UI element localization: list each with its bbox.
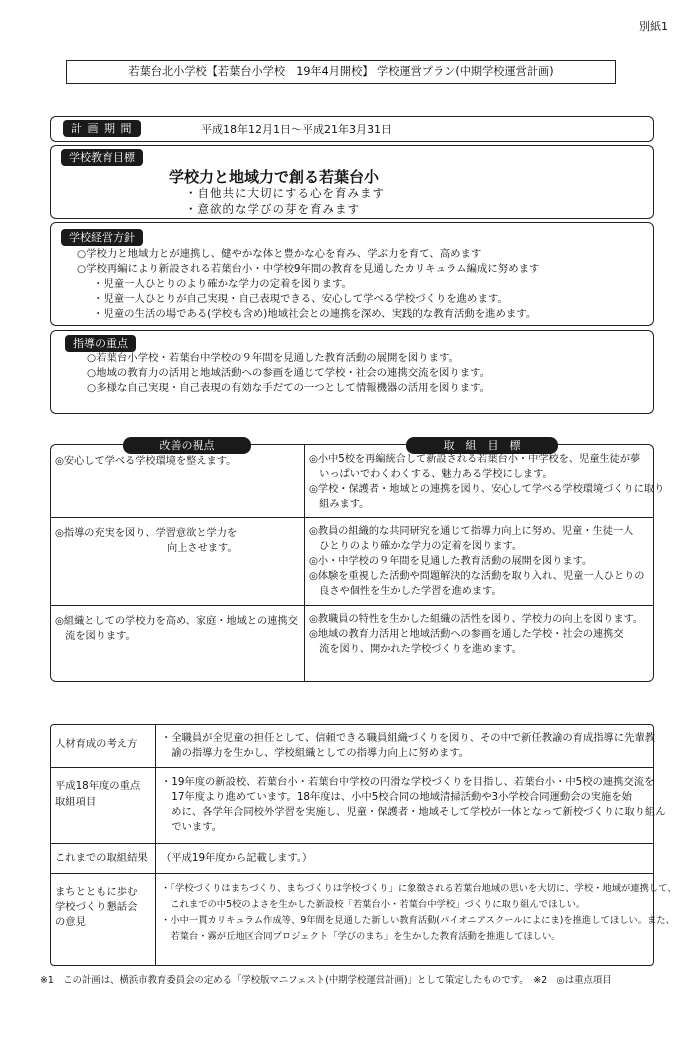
- improve-right-text: いっぱいでわくわくする、魅力ある学校にします。: [309, 469, 553, 480]
- improve-left-text: 流を図ります。: [55, 631, 136, 642]
- improve-right-text: 良さや個性を生かした学習を進めます。: [309, 586, 502, 597]
- footnote: ※1 この計画は、横浜市教育委員会の定める「学校版マニフェスト(中期学校運営計画)」として策定したものです。 ※2 ◎は重点項目: [40, 975, 612, 986]
- school-goal-box: [50, 145, 654, 219]
- improve-right-text: ◎学校・保護者・地域との連携を図り、安心して学べる学校環境づくりに取り: [309, 484, 665, 495]
- period-value: 平成18年12月1日～平成21年3月31日: [201, 123, 392, 136]
- improve-right-text: ◎教職員の特性を生かした組織の活性を図り、学校力の向上を図ります。: [309, 614, 644, 625]
- annex-label: 別紙1: [639, 20, 668, 33]
- period-box: [50, 116, 654, 142]
- management-policy-box: [50, 222, 654, 326]
- focus-label: 指導の重点: [65, 335, 136, 352]
- goal-sub-2: ・意欲的な学びの芽を育みます: [185, 202, 360, 216]
- row-head: の意見: [55, 916, 86, 928]
- improve-right-header: 取 組 目 標: [406, 437, 558, 454]
- row-body: ・19年度の新設校、若葉台小・若葉台中学校の円滑な学校づくりを目指し、若葉台小・中5校の連携交流を: [161, 776, 655, 788]
- policy-line: ・児童の生活の場である(学校も含め)地域社会との連携を深め、実践的な教育活動を進めます。: [93, 308, 537, 320]
- row-body: ・全職員が全児童の担任として、信頼できる職員組織づくりを図り、その中で新任教諭の育成指導に先輩教: [161, 732, 656, 744]
- improve-right-text: 組みます。: [309, 499, 370, 510]
- teaching-focus-box: [50, 330, 654, 414]
- row-head: まちとともに歩む: [55, 886, 138, 898]
- row-body: めに、各学年合同校外学習を実施し、児童・保護者・地域そして学校が一体となって新校づくりに取り組ん: [161, 806, 666, 818]
- improve-left-header: 改善の視点: [123, 437, 251, 454]
- improve-right-text: ◎教員の組織的な共同研究を通じて指導力向上に努め、児童・生徒一人: [309, 526, 634, 537]
- row-body: （平成19年度から記載します。）: [161, 852, 313, 864]
- bottom-table: [50, 724, 677, 966]
- improvement-table: [50, 439, 665, 682]
- improve-right-text: ◎小中5校を再編統合して新設される若葉台小・中学校を、児童生徒が夢: [309, 454, 641, 465]
- focus-line: ○地域の教育力の活用と地域活動への参画を通じて学校・社会の連携交流を図ります。: [87, 367, 491, 379]
- improve-right-text: ひとりのより確かな学力の定着を図ります。: [309, 541, 523, 552]
- policy-line: ・児童一人ひとりのより確かな学力の定着を図ります。: [93, 278, 352, 290]
- row-head: 人材育成の考え方: [55, 738, 138, 750]
- row-body: ・「学校づくりはまちづくり、まちづくりは学校づくり」に象徴される若葉台地域の思いを大切に、学校・地域が連携して、: [161, 883, 677, 894]
- row-body: これまでの中5校のよさを生かした新設校「若葉台小・若葉台中学校」づくりに取り組んでほしい。: [161, 899, 586, 910]
- row-body: ・小中一貫カリキュラム作成等、9年間を見通した新しい教育活動(パイオニアスクールによにま)を推進してほしい。また、: [161, 915, 675, 926]
- improve-right-text: ◎体験を重視した活動や問題解決的な活動を取り入れ、児童一人ひとりの: [309, 571, 645, 582]
- improve-right-text: ◎地域の教育力活用と地域活動への参画を通した学校・社会の連携交: [309, 629, 624, 640]
- goal-label: 学校教育目標: [61, 149, 143, 166]
- row-head: 平成18年度の重点: [55, 780, 141, 792]
- row-body: 諭の指導力を生かし、学校組織としての指導力向上に努めます。: [161, 747, 470, 759]
- document-title: 若葉台北小学校【若葉台小学校 19年4月開校】 学校運営プラン(中期学校運営計画): [128, 65, 554, 78]
- policy-line: ・児童一人ひとりが自己実現・自己表現できる、安心して学べる学校づくりを進めます。: [93, 293, 508, 305]
- row-head: 学校づくり懇話会: [55, 901, 138, 913]
- row-head: これまでの取組結果: [55, 852, 148, 864]
- goal-main: 学校力と地域力で創る若葉台小: [169, 168, 380, 186]
- improve-left-text: 向上させます。: [55, 543, 238, 554]
- row-body: 若葉台・霧が丘地区合同プロジェクト「学びのまち」を生かした教育活動を推進してほしい。: [161, 931, 561, 942]
- row-body: 17年度より進めています。18年度は、小中5校合同の地域清掃活動や3小学校合同運動会の実施を始: [161, 791, 632, 803]
- improve-right-text: 流を図り、開かれた学校づくりを進めます。: [309, 644, 523, 655]
- focus-line: ○若葉台小学校・若葉台中学校の９年間を見通した教育活動の展開を図ります。: [87, 352, 459, 364]
- document-title-box: [66, 60, 616, 84]
- improve-right-text: ◎小・中学校の９年間を見通した教育活動の展開を図ります。: [309, 556, 593, 567]
- policy-label: 学校経営方針: [61, 229, 143, 246]
- row-head: 取組項目: [55, 796, 97, 808]
- focus-line: ○多様な自己実現・自己表現の有効な手だての一つとして情報機器の活用を図ります。: [87, 382, 491, 394]
- period-label: 計 画 期 間: [63, 120, 141, 137]
- row-body: でいます。: [161, 821, 222, 833]
- goal-sub-1: ・自他共に大切にする心を育みます: [185, 186, 385, 200]
- policy-line: ○学校再編により新設される若葉台小・中学校9年間の教育を見通したカリキュラム編成に努めます: [77, 263, 540, 275]
- policy-line: ○学校力と地域力とが連携し、健やかな体と豊かな心を育み、学ぶ力を育て、高めます: [77, 248, 482, 260]
- improve-left-text: ◎安心して学べる学校環境を整えます。: [55, 456, 237, 467]
- improve-left-text: ◎組織としての学校力を高め、家庭・地域との連携交: [55, 616, 298, 627]
- improve-left-text: ◎指導の充実を図り、学習意欲と学力を: [55, 528, 238, 539]
